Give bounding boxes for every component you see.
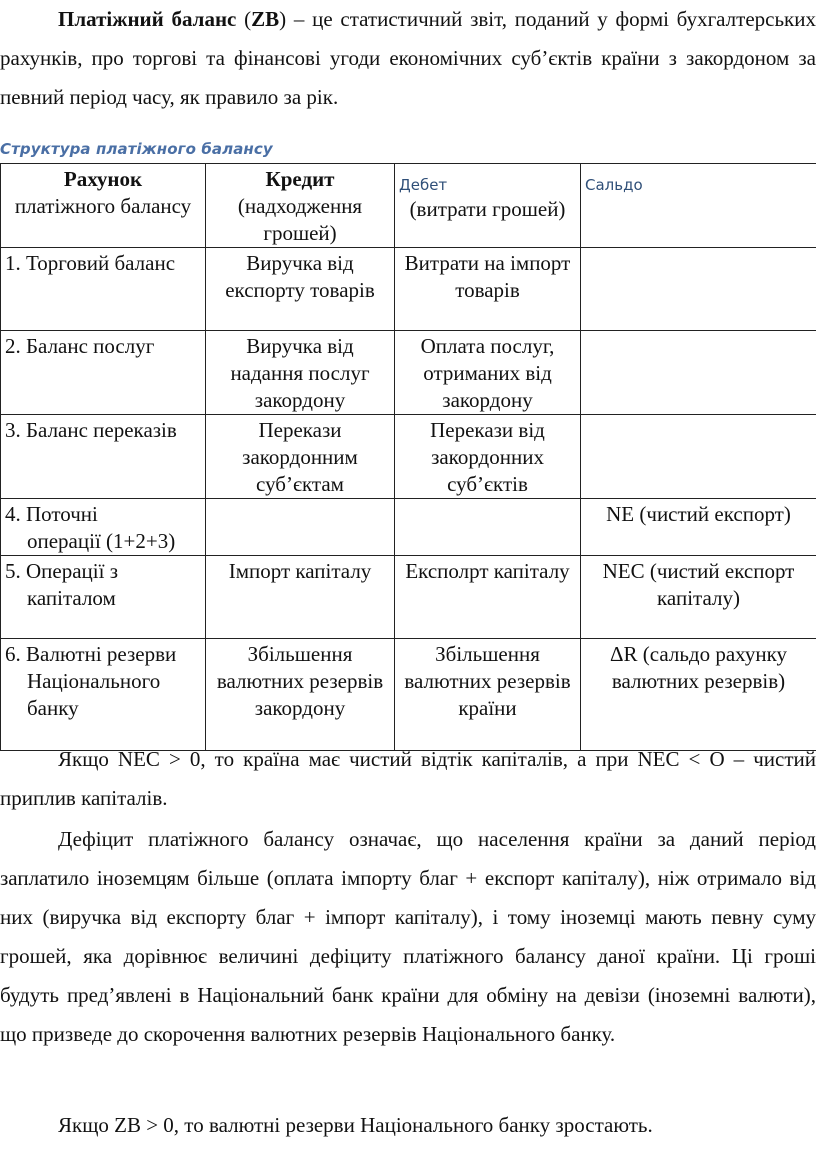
nec-paragraph (0, 740, 816, 818)
row6-account-line1: 6. Валютні резерви (5, 642, 177, 666)
row4-debit (395, 499, 581, 556)
header-credit (206, 164, 395, 248)
row2-credit: Виручка від надання послуг закордону (206, 331, 395, 415)
header-credit-main: Кредит (265, 167, 335, 191)
row6-credit: Збільшення валютних резервів закордону (206, 639, 395, 751)
row4-account-line1: 4. Поточні (5, 502, 98, 526)
row5-balance: NEC (чистий експорт капіталу) (581, 556, 816, 639)
row6-debit: Збільшення валютних резервів країни (395, 639, 581, 751)
intro-text: – це статистичний звіт, поданий у формі бухгалтерських рахунків, про торгові та фінансові угоди економічних суб’єктів країни з закордоном за певний період часу, як правило за рік. (0, 7, 816, 109)
row2-debit: Оплата послуг, отриманих від закордону (395, 331, 581, 415)
header-account-main: Рахунок (63, 167, 143, 191)
row3-balance (581, 415, 816, 499)
zb-text: Якщо ZB > 0, то валютні резерви Національного банку зростають. (58, 1113, 653, 1137)
row4-balance: NE (чистий експорт) (581, 499, 816, 556)
header-credit-sub: (надходження грошей) (237, 194, 363, 245)
row5-account-line2: капіталом (27, 586, 116, 610)
table-row (1, 499, 816, 556)
row4-account-line2: операції (1+2+3) (27, 529, 176, 553)
row2-account: 2. Баланс послуг (1, 331, 206, 415)
table-row (1, 415, 816, 499)
row6-account-line2: Національного банку (27, 669, 161, 720)
row3-credit: Перекази закордонним суб’єктам (206, 415, 395, 499)
zb-paragraph (0, 1106, 816, 1145)
row4-account (1, 499, 206, 556)
row5-credit: Імпорт капіталу (206, 556, 395, 639)
intro-abbr: ZB (251, 7, 280, 31)
header-account-sub: платіжного балансу (14, 194, 192, 218)
table-header-row (1, 164, 816, 248)
header-debit (395, 164, 581, 248)
deficit-text: Дефіцит платіжного балансу означає, що населення країни за даний період заплатило іноземцям більше (оплата імпорту благ + експорт капіталу), ніж отримало від них (виручка від експорту благ + імпорт капіталу), і тому іноземці мають певну суму грошей, яка дорівнює величині дефіциту платіжного балансу даної країни. Ці гроші будуть пред’явлені в Національний банк країни для обміну на девізи (іноземні валюти), що призведе до скорочення валютних резервів Національного банку. (0, 827, 816, 1046)
intro-term: Платіжний баланс (58, 7, 237, 31)
row5-debit: Експолрт капіталу (395, 556, 581, 639)
row6-balance: ΔR (сальдо рахунку валютних резервів) (581, 639, 816, 751)
deficit-paragraph (0, 820, 816, 1054)
row1-debit: Витрати на імпорт товарів (395, 248, 581, 331)
table-caption: Структура платіжного балансу (0, 140, 273, 158)
table-row (1, 556, 816, 639)
row1-account: 1. Торговий баланс (1, 248, 206, 331)
table-row (1, 248, 816, 331)
row1-credit: Виручка від експорту товарів (206, 248, 395, 331)
row1-balance (581, 248, 816, 331)
header-account (1, 164, 206, 248)
row3-account: 3. Баланс переказів (1, 415, 206, 499)
table-row (1, 331, 816, 415)
table-row (1, 639, 816, 751)
header-balance (581, 164, 816, 248)
header-balance-main: Сальдо (585, 176, 643, 194)
row5-account-line1: 5. Операції з (5, 559, 118, 583)
header-debit-sub: (витрати грошей) (409, 197, 566, 221)
balance-structure-table (0, 163, 816, 751)
intro-paragraph: Платіжний баланс (ZB) – це статистичний звіт, поданий у формі бухгалтерських рахунків, про торгові та фінансові угоди економічних суб’єктів країни з закордоном за певний період часу, як правило за рік. (0, 7, 816, 109)
row3-debit: Перекази від закордонних суб’єктів (395, 415, 581, 499)
row2-balance (581, 331, 816, 415)
header-debit-main: Дебет (399, 176, 448, 194)
nec-text: Якщо NEC > 0, то країна має чистий відтік капіталів, а при NEC < O – чистий приплив капіталів. (0, 747, 816, 810)
row6-account (1, 639, 206, 751)
row4-credit (206, 499, 395, 556)
row5-account (1, 556, 206, 639)
